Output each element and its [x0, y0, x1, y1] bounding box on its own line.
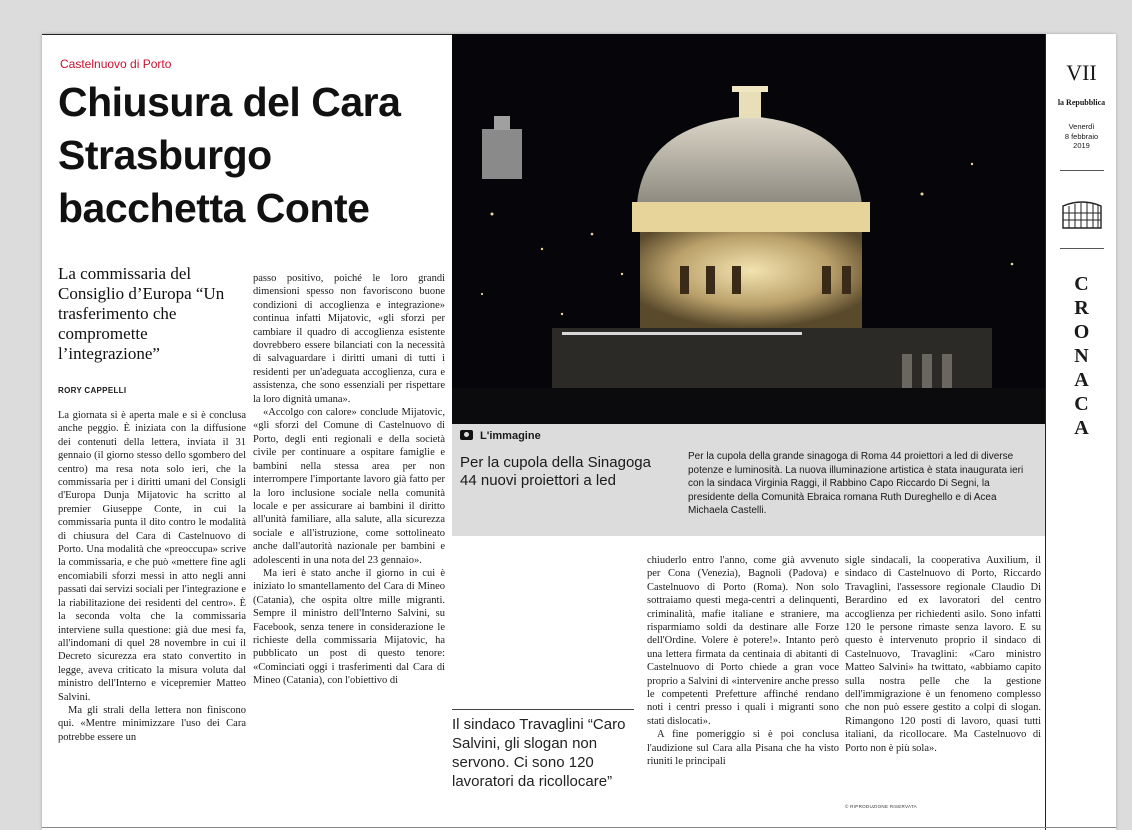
article-kicker: Castelnuovo di Porto	[60, 57, 172, 71]
issue-day: 8 febbraio	[1064, 131, 1099, 141]
pull-quote: Il sindaco Travaglini “Caro Salvini, gli slogan non servono. Ci sono 120 lavoratori da ricollocare”	[452, 716, 626, 790]
caption-tag-label: L'immagine	[480, 430, 541, 442]
sidebar-rule	[1060, 170, 1104, 171]
issue-weekday: Venerdì	[1068, 122, 1095, 131]
photo-caption	[452, 424, 1045, 536]
paragraph: passo positivo, poiché le loro grandi dimensioni spesso non favoriscono buone condizioni di accoglienza e integrazione» continua infatti Mijatovic, «gli sforzi per cambiare il quadro di accoglienza esistente dovrebbero essere bilanciati con la necessità di salvaguardare i diritti umani di tutti i residenti per un'adeguata accoglienza, cura e assistenza, che sono essenziali per rispettare la loro dignità umana».	[253, 273, 445, 405]
section-name-cronaca	[1046, 272, 1117, 440]
newspaper-page	[42, 34, 1116, 830]
paragraph: sigle sindacali, la cooperativa Auxilium, il sindaco di Castelnuovo di Porto, Riccardo Travaglini, l'assessore regionale Claudio Di Berardino ed ex lavoratori del centro accoglienza per richiedenti asilo. Sono infatti 120 le persone rimaste senza lavoro. E su questo è intervenuto proprio il sindaco di Castelnuovo, Travaglini: «Caro ministro Matteo Salvini» ha twittato, «abbiamo capito sulla nostra pelle che la gestione dell'immigrazione è un fenomeno complesso che non può essere gestito a colpi di slogan. Rimangono 120 posti di lavoro, quasi tutti italiani, da ricollocare. Ma Castelnuovo di Porto non è più sola».	[845, 555, 1041, 754]
article-deck: La commissaria del Consiglio d’Europa “Un trasferimento che compromette l’integrazione”	[58, 264, 225, 363]
caption-title: Per la cupola della Sinagoga 44 nuovi proiettori a led	[460, 454, 651, 489]
camera-icon	[460, 430, 473, 440]
sidebar-rule	[1060, 248, 1104, 249]
section-sidebar	[1045, 34, 1117, 830]
copyright-notice: © RIPRODUZIONE RISERVATA	[845, 804, 917, 809]
page-number: VII	[1066, 60, 1097, 85]
text-column-3	[647, 554, 839, 769]
issue-year: 2019	[1073, 141, 1090, 150]
paragraph: chiuderlo entro l'anno, come già avvenuto per Cona (Venezia), Bagnoli (Padova) e Castelnuovo di Porto (Roma). Non solo sottraiamo questi mega-centri a delinquenti, criminalità, mafie italiane e straniere, ma risparmiamo soldi da destinare alle Forze dell'Ordine. Volere è potere!». Intanto però una lettera firmata da centinaia di abitanti di Castelnuovo di Porto chiede a gran voce proprio a Salvini di «intervenire anche presso le competenti Prefetture affinché rendano noti i centri presso i quali i migranti sono stati dislocati».	[647, 555, 839, 727]
section-letter: C	[1074, 273, 1089, 295]
paragraph: A fine pomeriggio si è poi conclusa l'audizione sul Cara alla Pisana che ha visto riuniti le principali	[647, 729, 839, 768]
pull-quote-rule	[452, 709, 634, 710]
caption-tag	[460, 430, 541, 442]
article-headline: Chiusura del Cara Strasburgo bacchetta Conte	[58, 79, 401, 231]
colosseum-icon	[1061, 196, 1103, 235]
newspaper-name: la Repubblica	[1057, 98, 1106, 107]
bottom-rule	[42, 827, 1116, 828]
paragraph: Ma ieri è stato anche il giorno in cui è iniziato lo smantellamento del Cara di Mineo (Catania), che ospita oltre mille migranti. Sempre il ministro dell'Interno Salvini, su Facebook, senza tenere in considerazione le richieste della commissaria Mijatovic, ha pubblicato un post di questo tenore: «Cominciati oggi i trasferimenti dal Cara di Mineo (Catania), con l'obiettivo di	[253, 567, 445, 687]
section-letter: N	[1074, 345, 1089, 367]
text-column-1	[58, 409, 246, 744]
caption-text: Per la cupola della grande sinagoga di Roma 44 proiettori a led di diverse potenze e luminosità. La nuova illuminazione artistica è stata inaugurata ieri con la sindaca Virginia Raggi, il Rabbino Capo Riccardo Di Segni, la presidente della Comunità Ebraica romana Ruth Dureghello e di Acea Michaela Castelli.	[688, 451, 1024, 517]
section-letter: A	[1074, 417, 1089, 439]
paragraph: La giornata si è aperta male e si è conclusa anche peggio. È iniziata con la diffusione dei contenuti della lettera, inviata il 31 gennaio (il giorno stesso dello sgombero del centro) ma resa nota solo ieri, che la commissaria per i diritti umani del Consigli d'Europa Dunja Mijatovic ha scritto al premier Giuseppe Conte, in cui la commissaria punta il dito contro le modalità di chiusura del Cara di Castelnuovo di Porto. Una modalità che «preoccupa» scrive la commissaria, e che può «mettere fine agli encomiabili sforzi messi in atto negli anni passati dai servizi sociali per l'integrazione e la riabilitazione dei residenti del centro». È la seconda volta che la commissaria interviene sulla questione: già due mesi fa, all'indomani di quel 28 novembre in cui il Decreto sicurezza era stato convertito in legge, aveva criticato la misura voluta dal ministro dell'Interno e vicepremier Matteo Salvini.	[58, 410, 246, 703]
synagogue-night-illustration	[452, 34, 1045, 424]
issue-date	[1046, 122, 1117, 151]
section-letter: A	[1074, 369, 1089, 391]
section-letter: O	[1073, 321, 1090, 343]
section-letter: R	[1074, 297, 1089, 319]
paragraph: «Accolgo con calore» conclude Mijatovic, «gli sforzi del Comune di Castelnuovo di Porto, degli enti regionali e della società civile per continuare a ospitare famiglie e bambini nella stessa area per non interrompere l'importante lavoro già fatto per la loro inclusione sociale nella comunità locale e per assicurare ai bambini il diritto all'unità familiare, alla salute, alla sicurezza sociale e all'istruzione, come sottolineato anche dall'autorità nazionale per bambini e adolescenti in una nota del 23 gennaio».	[253, 407, 445, 566]
synagogue-photo	[452, 34, 1045, 424]
section-letter: C	[1074, 393, 1089, 415]
text-column-4	[845, 554, 1041, 755]
article-byline: RORY CAPPELLI	[58, 386, 127, 395]
paragraph: Ma gli strali della lettera non finiscono qui. «Mentre minimizzare l'uso dei Cara potrebbe essere un	[58, 704, 246, 743]
text-column-2	[253, 272, 445, 688]
